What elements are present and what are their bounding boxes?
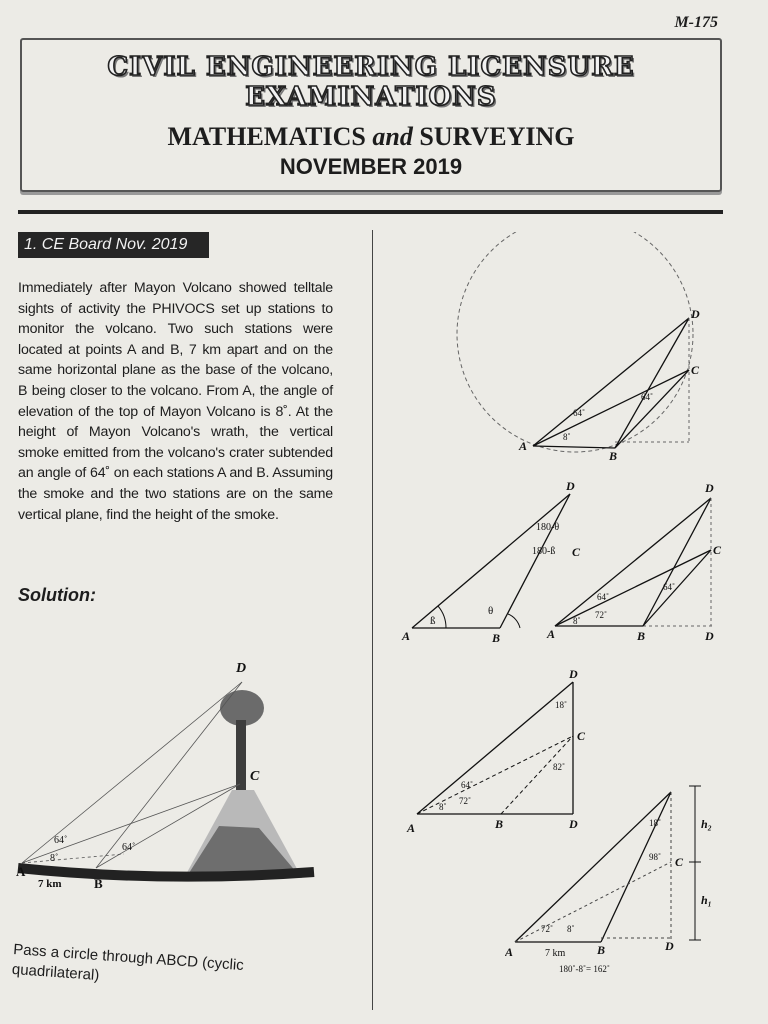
angle-18: 18˚ [555,700,567,710]
smoke-column [236,720,246,790]
line-bd [615,318,689,448]
height-h1: h₁ [701,893,712,907]
solution-label: Solution: [18,585,96,605]
column-divider [372,230,373,1010]
label-a: A [547,627,556,641]
label-a: A [505,945,514,959]
angle-180-theta: 180-θ [536,522,560,533]
line-ad [515,792,671,942]
subject-and: and [372,122,413,151]
angle-64-a: 64˚ [54,835,68,846]
label-a: A [402,629,411,643]
figure-angles-72 [545,478,725,648]
height-h2: h₂ [701,817,712,831]
problem-tag: 1. CE Board Nov. 2019 [18,232,209,258]
label-d: D [665,939,674,953]
label-c: C [572,545,581,559]
pass-circle-text: Pass a circle through ABCD (cyclic quadrilateral) [11,940,245,985]
line-ac [515,862,671,942]
angle-beta: ß [430,615,436,627]
label-d-base: D [569,817,578,831]
arc-beta [438,606,446,628]
angle-64-a: 64˚ [597,592,609,602]
label-b: B [597,943,606,957]
subject-main: MATHEMATICS [167,122,366,151]
label-d-base: D [705,629,714,643]
angle-64-b: 64˚ [641,392,653,402]
angle-8-a: 8˚ [50,853,59,864]
subject-title [22,122,720,152]
angle-64-c: 64˚ [663,582,675,592]
angle-theta: θ [488,605,494,617]
label-b: B [495,817,504,831]
sight-a-ground [22,854,124,863]
angle-18: 18˚ [649,818,661,828]
label-c: C [577,729,586,743]
angle-82: 82˚ [553,762,565,772]
label-d: D [569,667,578,681]
subject-tail: SURVEYING [419,122,575,151]
label-b: B [609,449,618,463]
label-c: C [691,363,700,377]
label-c: C [713,543,722,557]
label-a: A [519,439,528,453]
header-rule [18,210,723,214]
line-ab [533,446,615,448]
label-d: D [236,661,247,676]
label-d: D [705,481,714,495]
angle-64: 64˚ [461,780,473,790]
label-b: B [492,631,501,645]
angle-72: 72˚ [459,796,471,806]
calc-text: 180˚-8˚= 162˚ [559,964,610,974]
angle-8: 8˚ [439,802,447,812]
figure-cyclic-quadrilateral [445,232,715,467]
angle-72: 72˚ [595,610,607,620]
figure-heights [505,780,725,980]
problem-text: Immediately after Mayon Volcano showed telltale sights of activity the PHIVOCS set up stations to monitor the volcano. Two such stations were located at points A and B, 7 km apart and on the same horizontal plane as the base of the volcano, B being closer to the volcano. From A, the angle of elevation of the top of Mayon Volcano is 8˚. At the height of Mayon Volcano's wrath, the vertical smoke emitted from the volcano's crater subtended an angle of 64˚ on each stations A and B. Assuming the smoke and the two stations are on the same vertical plane, find the height of the smoke. [18,280,333,523]
angle-180-beta: 180-ß [532,546,556,557]
exam-banner [20,38,722,192]
distance-label: 7 km [545,948,566,959]
page-number: M-175 [674,14,718,31]
label-a: A [407,821,416,835]
label-a: A [16,864,26,879]
label-c: C [250,769,260,784]
exam-title: CIVIL ENGINEERING LICENSURE EXAMINATIONS [107,52,635,112]
circumcircle [457,232,693,452]
arc-theta [508,614,520,628]
angle-8-a: 8˚ [573,616,581,626]
label-b: B [637,629,646,643]
label-d: D [566,479,575,493]
label-b: B [94,876,103,891]
volcano-illustration [14,658,334,898]
angle-64-b: 64˚ [122,842,136,853]
distance-label: 7 km [38,878,62,890]
angle-98: 98˚ [649,852,661,862]
angle-8: 8˚ [567,924,575,934]
angle-64-a: 64˚ [573,408,585,418]
label-c: C [675,855,684,869]
label-d: D [691,307,700,321]
angle-72: 72˚ [541,924,553,934]
angle-8-a: 8˚ [563,432,571,442]
exam-month: NOVEMBER 2019 [279,154,463,179]
